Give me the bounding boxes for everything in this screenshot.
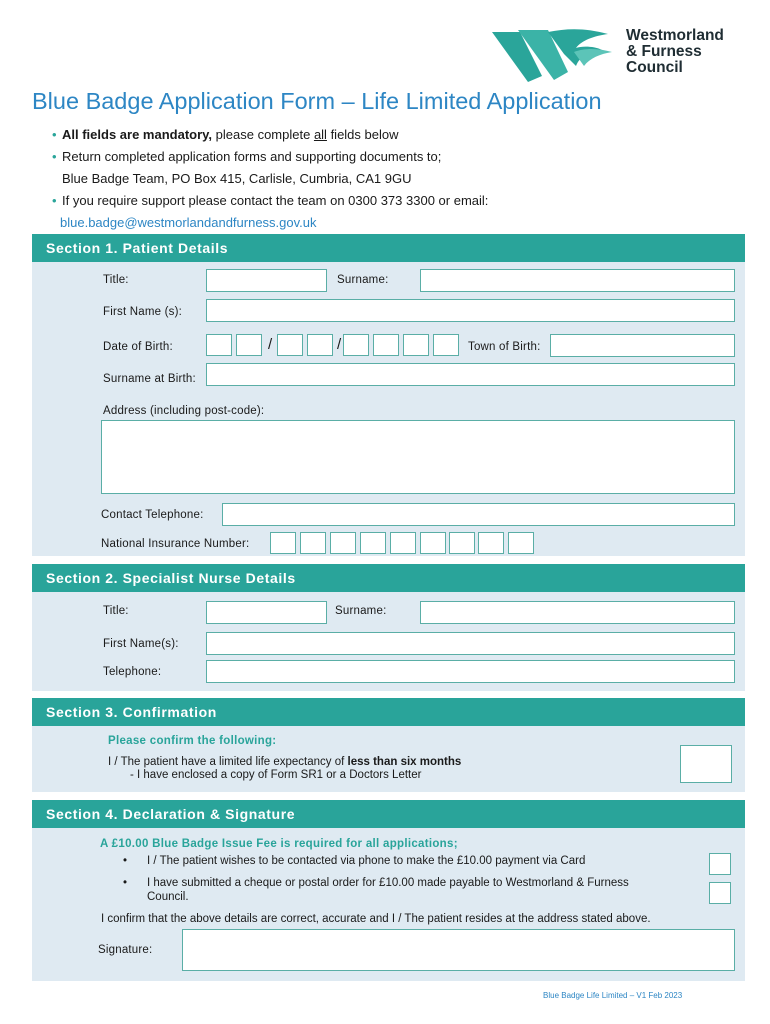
address-label: Address (including post-code): xyxy=(103,405,265,417)
patient-title-label: Title: xyxy=(103,274,129,286)
intro-mandatory-text: please complete xyxy=(212,127,314,142)
dob-day-1[interactable] xyxy=(206,334,232,356)
page-title: Blue Badge Application Form – Life Limited Application xyxy=(32,88,602,114)
confirmation-subtitle: Please confirm the following: xyxy=(108,735,277,747)
nurse-first-name-label: First Name(s): xyxy=(103,638,179,650)
patient-first-name-label: First Name (s): xyxy=(103,306,183,318)
section-4-header: Section 4. Declaration & Signature xyxy=(32,800,745,828)
ni-char-9[interactable] xyxy=(508,532,534,554)
dob-month-2[interactable] xyxy=(307,334,333,356)
ni-char-4[interactable] xyxy=(360,532,386,554)
contact-telephone-input[interactable] xyxy=(222,503,735,526)
patient-surname-input[interactable] xyxy=(420,269,735,292)
dob-separator: / xyxy=(268,336,273,353)
ni-char-6[interactable] xyxy=(420,532,446,554)
address-textarea[interactable] xyxy=(101,420,735,494)
intro-bullet-mandatory xyxy=(52,124,752,146)
dob-day-2[interactable] xyxy=(236,334,262,356)
form-version-footer: Blue Badge Life Limited – V1 Feb 2023 xyxy=(543,991,683,1000)
intro-return-address: Blue Badge Team, PO Box 415, Carlisle, Cumbria, CA1 9GU xyxy=(62,171,412,186)
confirm-life-expectancy-bold: less than six months xyxy=(347,756,462,768)
confirm-life-expectancy-text xyxy=(108,755,461,769)
intro-mandatory-bold: All fields are mandatory, xyxy=(62,127,213,142)
patient-surname-label: Surname: xyxy=(337,274,389,286)
payment-option-card-label: I / The patient wishes to be contacted via phone to make the £10.00 payment via Card xyxy=(147,855,586,867)
dob-year-2[interactable] xyxy=(373,334,399,356)
payment-card-checkbox[interactable] xyxy=(709,853,731,875)
section-3-header: Section 3. Confirmation xyxy=(32,698,745,726)
council-name xyxy=(626,28,724,76)
confirm-life-expectancy-pre: I / The patient have a limited life expectancy of xyxy=(108,756,348,768)
signature-field[interactable] xyxy=(182,929,735,971)
council-name-line-2: & Furness xyxy=(626,43,702,60)
nurse-surname-input[interactable] xyxy=(420,601,735,624)
ni-char-7[interactable] xyxy=(449,532,475,554)
intro-instructions xyxy=(52,124,752,234)
section-2-header: Section 2. Specialist Nurse Details xyxy=(32,564,745,592)
signature-label: Signature: xyxy=(98,944,153,956)
council-logo xyxy=(490,26,745,86)
section-1-header: Section 1. Patient Details xyxy=(32,234,745,262)
nurse-telephone-label: Telephone: xyxy=(103,666,162,678)
intro-mandatory-underline: all xyxy=(313,127,327,142)
dob-year-3[interactable] xyxy=(403,334,429,356)
nurse-telephone-input[interactable] xyxy=(206,660,735,683)
council-name-line-3: Council xyxy=(626,59,683,76)
intro-mandatory-text-end: fields below xyxy=(326,127,399,142)
council-name-line-1: Westmorland xyxy=(626,27,724,44)
surname-at-birth-label: Surname at Birth: xyxy=(103,373,196,385)
ni-char-5[interactable] xyxy=(390,532,416,554)
surname-at-birth-input[interactable] xyxy=(206,363,735,386)
council-logo-mark-icon xyxy=(490,26,620,84)
nurse-title-label: Title: xyxy=(103,605,129,617)
nurse-title-input[interactable] xyxy=(206,601,327,624)
nurse-first-name-input[interactable] xyxy=(206,632,735,655)
confirmation-checkbox[interactable] xyxy=(680,745,732,783)
intro-bullet-support: • If you require support please contact the team on 0300 373 3300 or email: xyxy=(52,190,752,212)
ni-char-2[interactable] xyxy=(300,532,326,554)
patient-dob-label: Date of Birth: xyxy=(103,341,173,353)
issue-fee-notice: A £10.00 Blue Badge Issue Fee is required for all applications; xyxy=(100,838,458,850)
dob-month-1[interactable] xyxy=(277,334,303,356)
ni-number-label: National Insurance Number: xyxy=(101,538,250,550)
bullet-icon: • xyxy=(123,877,128,889)
patient-first-name-input[interactable] xyxy=(206,299,735,322)
ni-char-1[interactable] xyxy=(270,532,296,554)
payment-option-card-text xyxy=(123,854,586,868)
payment-option-cheque-text xyxy=(123,876,629,904)
declaration-statement: I confirm that the above details are correct, accurate and I / The patient resides at the address stated above. xyxy=(101,913,651,925)
dob-separator: / xyxy=(337,336,342,353)
nurse-surname-label: Surname: xyxy=(335,605,387,617)
support-email-link[interactable]: blue.badge@westmorlandandfurness.gov.uk xyxy=(60,215,317,230)
payment-cheque-checkbox[interactable] xyxy=(709,882,731,904)
dob-year-4[interactable] xyxy=(433,334,459,356)
town-of-birth-input[interactable] xyxy=(550,334,735,357)
payment-option-cheque-line-2: Council. xyxy=(147,891,189,903)
confirm-form-sr1-text: - I have enclosed a copy of Form SR1 or a Doctors Letter xyxy=(130,769,422,781)
payment-option-cheque-line-1: I have submitted a cheque or postal order for £10.00 made payable to Westmorland & Furness xyxy=(147,877,629,889)
dob-year-1[interactable] xyxy=(343,334,369,356)
patient-title-input[interactable] xyxy=(206,269,327,292)
ni-char-3[interactable] xyxy=(330,532,356,554)
town-of-birth-label: Town of Birth: xyxy=(468,341,541,353)
contact-telephone-label: Contact Telephone: xyxy=(101,509,204,521)
intro-bullet-return: • Return completed application forms and supporting documents to; xyxy=(52,146,752,168)
ni-char-8[interactable] xyxy=(478,532,504,554)
bullet-icon: • xyxy=(123,855,128,867)
